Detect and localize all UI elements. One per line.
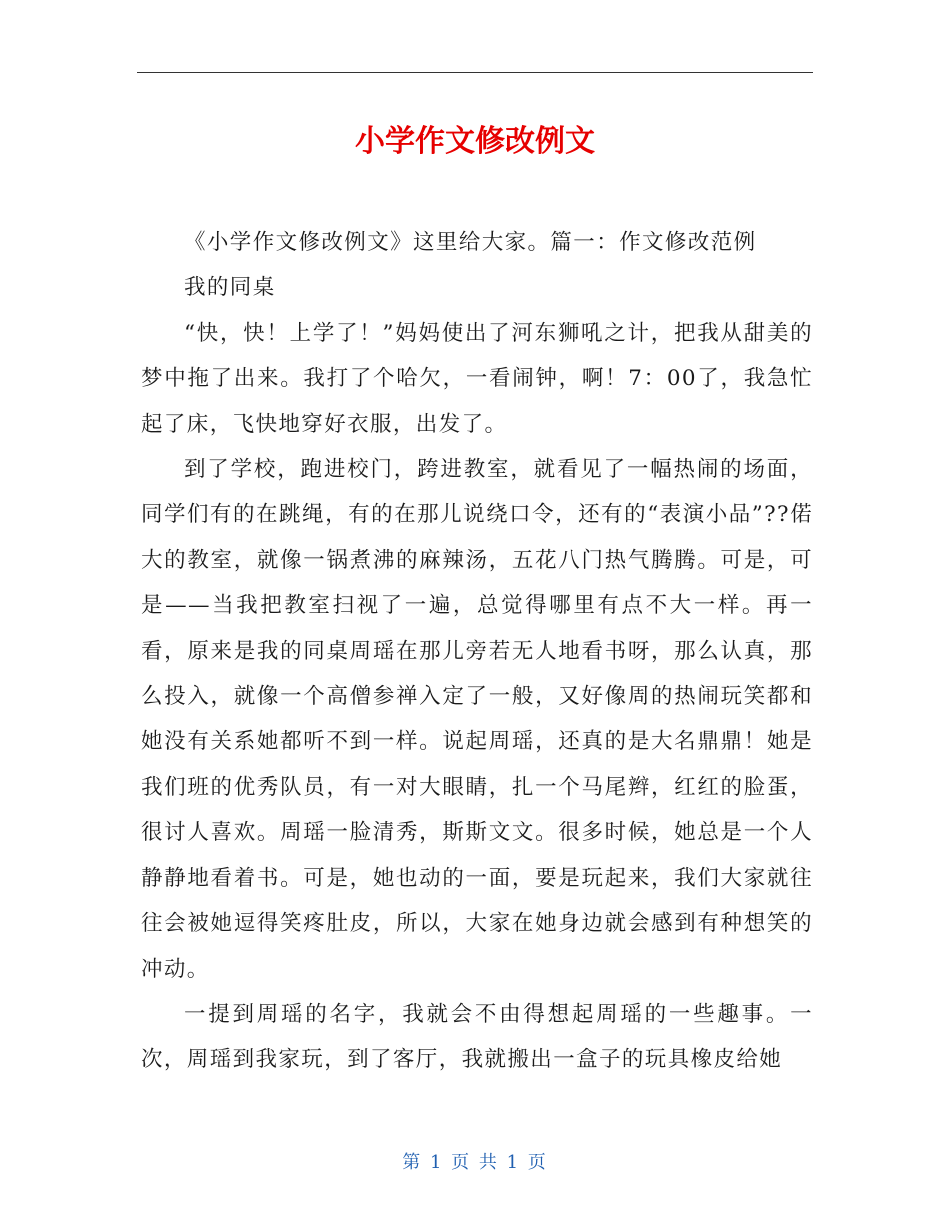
page-number-footer: 第 1 页 共 1 页 bbox=[402, 1152, 548, 1173]
header-rule bbox=[137, 72, 813, 73]
essay-subtitle: 我的同桌 bbox=[184, 275, 276, 301]
paragraph-1: “快，快！上学了！”妈妈使出了河东狮吼之计，把我从甜美的梦中拖了出来。我打了个哈欠，一看闹钟，啊！7：00了，我急忙起了床，飞快地穿好衣服，出发了。 bbox=[141, 320, 813, 437]
document-body bbox=[141, 220, 813, 1083]
document-title: 小学作文修改例文 bbox=[355, 124, 595, 159]
paragraph-2: 到了学校，跑进校门，跨进教室，就看见了一幅热闹的场面，同学们有的在跳绳，有的在那儿说绕口令，还有的“表演小品”??偌大的教室，就像一锅煮沸的麻辣汤，五花八门热气腾腾。可是，可是——当我把教室扫视了一遍，总觉得哪里有点不大一样。再一看，原来是我的同桌周瑶在那儿旁若无人地看书呀，那么认真，那么投入，就像一个高僧参禅入定了一般，又好像周的热闹玩笑都和她没有关系她都听不到一样。说起周瑶，还真的是大名鼎鼎！她是我们班的优秀队员，有一对大眼睛，扎一个马尾辫，红红的脸蛋，很讨人喜欢。周瑶一脸清秀，斯斯文文。很多时候，她总是一个人静静地看着书。可是，她也动的一面，要是玩起来，我们大家就往往会被她逗得笑疼肚皮，所以，大家在她身边就会感到有种想笑的冲动。 bbox=[141, 457, 813, 982]
intro-line: 《小学作文修改例文》这里给大家。篇一：作文修改范例 bbox=[184, 230, 757, 255]
paragraph-3: 一提到周瑶的名字，我就会不由得想起周瑶的一些趣事。一次，周瑶到我家玩，到了客厅，我就搬出一盒子的玩具橡皮给她 bbox=[141, 1001, 813, 1073]
